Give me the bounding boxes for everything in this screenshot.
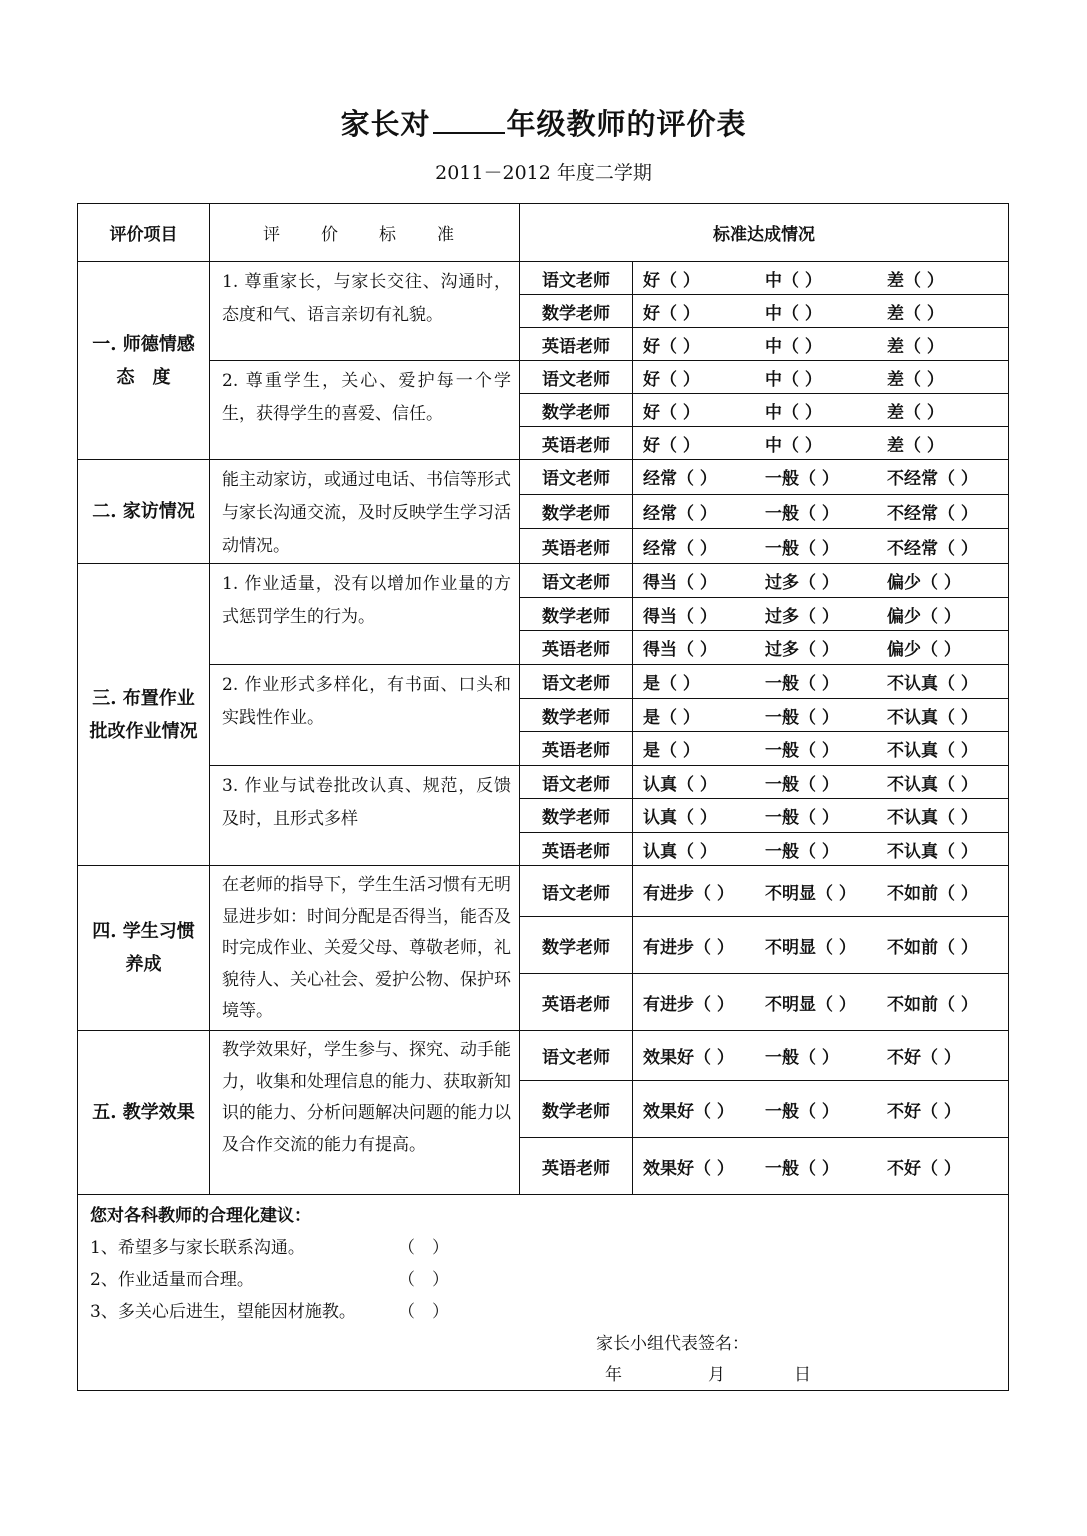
rating-options[interactable]: 好（ ） 中（ ） 差（ ） xyxy=(633,262,1009,295)
grade-blank[interactable] xyxy=(433,106,505,134)
rating-options[interactable]: 有进步（ ） 不明显（ ） 不如前（ ） xyxy=(633,917,1009,974)
standard-1-1: 1. 尊重家长，与家长交往、沟通时，态度和气、语言亲切有礼貌。 xyxy=(210,262,520,361)
teacher-label: 英语老师 xyxy=(520,732,633,766)
teacher-label: 英语老师 xyxy=(520,631,633,665)
page-title: 家长对 年级教师的评价表 xyxy=(340,107,747,141)
teacher-label: 数学老师 xyxy=(520,917,633,974)
teacher-label: 语文老师 xyxy=(520,564,633,598)
teacher-label: 英语老师 xyxy=(520,529,633,564)
rating-options[interactable]: 有进步（ ） 不明显（ ） 不如前（ ） xyxy=(633,866,1009,917)
teacher-label: 英语老师 xyxy=(520,974,633,1031)
date-day: 日 xyxy=(794,1365,811,1385)
teacher-label: 英语老师 xyxy=(520,328,633,361)
header-item: 评价项目 xyxy=(78,204,210,262)
teacher-label: 数学老师 xyxy=(520,598,633,631)
suggestion-item[interactable]: 1、希望多与家长联系沟通。 （ ） xyxy=(90,1238,449,1258)
rating-options[interactable]: 效果好（ ） 一般（ ） 不好（ ） xyxy=(633,1031,1009,1081)
standard-3-3: 3. 作业与试卷批改认真、规范，反馈及时，且形式多样 xyxy=(210,766,520,866)
rating-options[interactable]: 经常（ ） 一般（ ） 不经常（ ） xyxy=(633,460,1009,495)
suggestion-item[interactable]: 2、作业适量而合理。 （ ） xyxy=(90,1270,449,1290)
rating-options[interactable]: 经常（ ） 一般（ ） 不经常（ ） xyxy=(633,494,1009,529)
teacher-label: 英语老师 xyxy=(520,833,633,866)
rating-options[interactable]: 效果好（ ） 一般（ ） 不好（ ） xyxy=(633,1138,1009,1195)
rating-options[interactable]: 得当（ ） 过多（ ） 偏少（ ） xyxy=(633,631,1009,665)
teacher-label: 语文老师 xyxy=(520,665,633,699)
teacher-label: 语文老师 xyxy=(520,361,633,394)
rating-options[interactable]: 认真（ ） 一般（ ） 不认真（ ） xyxy=(633,766,1009,799)
teacher-label: 语文老师 xyxy=(520,262,633,295)
rating-options[interactable]: 经常（ ） 一般（ ） 不经常（ ） xyxy=(633,529,1009,564)
teacher-label: 语文老师 xyxy=(520,766,633,799)
teacher-label: 数学老师 xyxy=(520,1081,633,1138)
category-4: 四. 学生习惯养成 xyxy=(78,866,210,1031)
suggestions-title: 您对各科教师的合理化建议： xyxy=(90,1206,311,1226)
teacher-label: 数学老师 xyxy=(520,295,633,328)
category-3: 三. 布置作业批改作业情况 xyxy=(78,564,210,866)
standard-2-1: 能主动家访，或通过电话、书信等形式与家长沟通交流，及时反映学生学习活动情况。 xyxy=(210,460,520,564)
teacher-label: 数学老师 xyxy=(520,699,633,732)
rating-options[interactable]: 效果好（ ） 一般（ ） 不好（ ） xyxy=(633,1081,1009,1138)
rating-options[interactable]: 好（ ） 中（ ） 差（ ） xyxy=(633,328,1009,361)
rating-options[interactable]: 是（ ） 一般（ ） 不认真（ ） xyxy=(633,732,1009,766)
standard-3-1: 1. 作业适量，没有以增加作业量的方式惩罚学生的行为。 xyxy=(210,564,520,665)
page-subtitle: 2011－2012 年度二学期 xyxy=(435,162,652,184)
category-1: 一. 师德情感态 度 xyxy=(78,262,210,460)
rating-options[interactable]: 是（ ） 一般（ ） 不认真（ ） xyxy=(633,699,1009,732)
suggestion-item[interactable]: 3、多关心后进生，望能因材施教。 （ ） xyxy=(90,1302,449,1322)
teacher-label: 数学老师 xyxy=(520,394,633,427)
standard-1-2: 2. 尊重学生，关心、爱护每一个学生，获得学生的喜爱、信任。 xyxy=(210,361,520,460)
teacher-label: 语文老师 xyxy=(520,1031,633,1081)
teacher-label: 数学老师 xyxy=(520,494,633,529)
date-year: 年 xyxy=(605,1365,622,1385)
teacher-label: 数学老师 xyxy=(520,799,633,833)
rating-options[interactable]: 认真（ ） 一般（ ） 不认真（ ） xyxy=(633,833,1009,866)
suggestions-panel xyxy=(78,1195,1009,1391)
rating-options[interactable]: 好（ ） 中（ ） 差（ ） xyxy=(633,427,1009,460)
rating-options[interactable]: 得当（ ） 过多（ ） 偏少（ ） xyxy=(633,564,1009,598)
teacher-label: 英语老师 xyxy=(520,427,633,460)
teacher-label: 语文老师 xyxy=(520,866,633,917)
rating-options[interactable]: 好（ ） 中（ ） 差（ ） xyxy=(633,394,1009,427)
rating-options[interactable]: 认真（ ） 一般（ ） 不认真（ ） xyxy=(633,799,1009,833)
category-2: 二. 家访情况 xyxy=(78,460,210,564)
standard-4-1: 在老师的指导下，学生生活习惯有无明显进步如：时间分配是否得当，能否及时完成作业、关爱父母、尊敬老师，礼貌待人、关心社会、爱护公物、保护环境等。 xyxy=(210,866,520,1031)
teacher-label: 英语老师 xyxy=(520,1138,633,1195)
signature-label: 家长小组代表签名： xyxy=(596,1334,749,1354)
standard-3-2: 2. 作业形式多样化，有书面、口头和实践性作业。 xyxy=(210,665,520,766)
teacher-label: 语文老师 xyxy=(520,460,633,495)
header-result: 标准达成情况 xyxy=(520,204,1009,262)
rating-options[interactable]: 好（ ） 中（ ） 差（ ） xyxy=(633,295,1009,328)
standard-5-1: 教学效果好，学生参与、探究、动手能力，收集和处理信息的能力、获取新知识的能力、分析问题解决问题的能力以及合作交流的能力有提高。 xyxy=(210,1031,520,1195)
rating-options[interactable]: 好（ ） 中（ ） 差（ ） xyxy=(633,361,1009,394)
category-5: 五. 教学效果 xyxy=(78,1031,210,1195)
date-month: 月 xyxy=(708,1365,725,1385)
rating-options[interactable]: 是（ ） 一般（ ） 不认真（ ） xyxy=(633,665,1009,699)
rating-options[interactable]: 得当（ ） 过多（ ） 偏少（ ） xyxy=(633,598,1009,631)
evaluation-table xyxy=(77,203,1009,1391)
rating-options[interactable]: 有进步（ ） 不明显（ ） 不如前（ ） xyxy=(633,974,1009,1031)
header-standard: 评 价 标 准 xyxy=(210,204,520,262)
